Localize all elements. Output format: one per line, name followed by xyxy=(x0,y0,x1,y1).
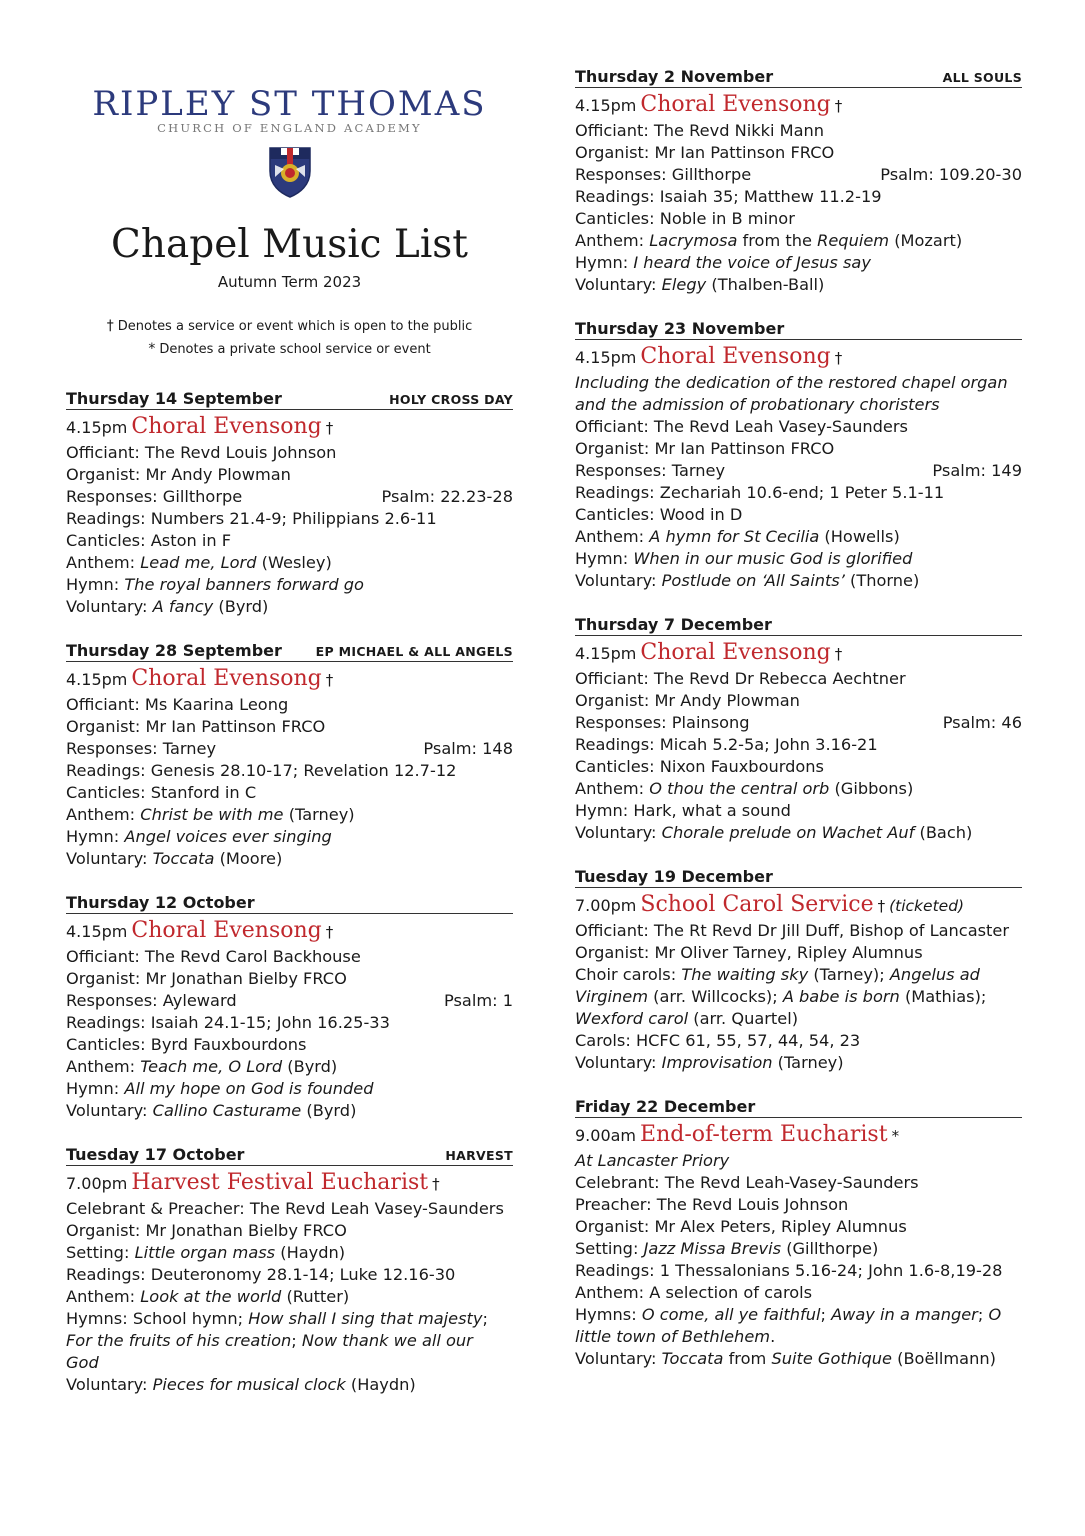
hymns-cont: For the fruits of his creation; Now thank we all our xyxy=(66,1331,473,1350)
event-header xyxy=(575,319,1022,340)
school-subtitle: CHURCH OF ENGLAND ACADEMY xyxy=(157,121,422,135)
canticles: Canticles: Wood in D xyxy=(575,505,743,524)
event-holy-cross-day xyxy=(66,389,513,618)
voluntary: Voluntary: Chorale prelude on Wachet Auf (Bach) xyxy=(575,823,973,842)
service-title-line xyxy=(66,1169,513,1198)
event-date: Thursday 28 September xyxy=(66,641,282,660)
event-tag: ALL SOULS xyxy=(942,70,1022,85)
choir-carols-cont: Wexford carol (arr. Quartel) xyxy=(575,1009,799,1028)
responses-psalm: Responses: Tarney Psalm: 149 xyxy=(575,461,1022,480)
dagger-icon: † xyxy=(877,897,886,915)
event-tag: HARVEST xyxy=(445,1148,513,1163)
voluntary: Voluntary: Elegy (Thalben-Ball) xyxy=(575,275,825,294)
event-header xyxy=(66,389,513,410)
organist: Organist: Mr Alex Peters, Ripley Alumnus xyxy=(575,1217,907,1236)
event-carol-service xyxy=(575,867,1022,1074)
anthem: Anthem: Lead me, Lord (Wesley) xyxy=(66,553,332,572)
organist: Organist: Mr Jonathan Bielby FRCO xyxy=(66,969,347,988)
dagger-icon: † xyxy=(834,97,843,115)
service-time: 4.15pm xyxy=(575,348,637,367)
event-date: Tuesday 19 December xyxy=(575,867,773,886)
readings: Readings: Zechariah 10.6-end; 1 Peter 5.1-11 xyxy=(575,483,945,502)
service-name: Choral Evensong xyxy=(640,640,831,665)
service-name: Harvest Festival Eucharist xyxy=(131,1170,429,1195)
dagger-icon: † xyxy=(325,671,334,689)
service-title-line xyxy=(575,343,1022,372)
canticles: Canticles: Nixon Fauxbourdons xyxy=(575,757,824,776)
event-date: Thursday 23 November xyxy=(575,319,785,338)
ticketed-note: (ticketed) xyxy=(889,897,965,915)
service-time: 4.15pm xyxy=(66,418,128,437)
setting: Setting: Little organ mass (Haydn) xyxy=(66,1243,346,1262)
event-date: Tuesday 17 October xyxy=(66,1145,245,1164)
organist: Organist: Mr Ian Pattinson FRCO xyxy=(575,143,835,162)
responses-psalm: Responses: Gillthorpe Psalm: 22.23-28 xyxy=(66,487,513,506)
service-name: Choral Evensong xyxy=(640,344,831,369)
organist: Organist: Mr Ian Pattinson FRCO xyxy=(575,439,835,458)
service-time: 9.00am xyxy=(575,1126,637,1145)
event-header xyxy=(575,867,1022,888)
anthem: Anthem: A hymn for St Cecilia (Howells) xyxy=(575,527,900,546)
dagger-icon: † xyxy=(325,419,334,437)
readings: Readings: Isaiah 35; Matthew 11.2-19 xyxy=(575,187,882,206)
page-subtitle: Autumn Term 2023 xyxy=(217,273,362,291)
officiant: Officiant: The Revd Louis Johnson xyxy=(66,443,337,462)
hymn: Hymn: When in our music God is glorified xyxy=(575,549,913,568)
hymns-cont: little town of Bethlehem. xyxy=(575,1327,776,1346)
service-name: Choral Evensong xyxy=(131,414,322,439)
dagger-icon: † xyxy=(106,318,114,334)
officiant: Officiant: The Revd Dr Rebecca Aechtner xyxy=(575,669,906,688)
asterisk-icon: * xyxy=(891,1127,900,1145)
service-name: Choral Evensong xyxy=(640,92,831,117)
event-harvest xyxy=(66,1145,513,1396)
celebrant: Celebrant & Preacher: The Revd Leah Vasey-Saunders xyxy=(66,1199,504,1218)
organist: Organist: Mr Andy Plowman xyxy=(66,465,291,484)
hymn: Hymn: All my hope on God is founded xyxy=(66,1079,374,1098)
event-header xyxy=(66,641,513,662)
service-title-line xyxy=(66,413,513,442)
hymns: Hymns: School hymn; How shall I sing that majesty; xyxy=(66,1309,488,1328)
event-header xyxy=(66,893,513,914)
hymns: Hymns: O come, all ye faithful; Away in a manger; O xyxy=(575,1305,1002,1324)
setting: Setting: Jazz Missa Brevis (Gillthorpe) xyxy=(575,1239,879,1258)
service-title-line xyxy=(575,91,1022,120)
readings: Readings: 1 Thessalonians 5.16-24; John 1.6-8,19-28 xyxy=(575,1261,1003,1280)
psalm: Psalm: 149 xyxy=(932,461,1022,480)
readings: Readings: Genesis 28.10-17; Revelation 12.7-12 xyxy=(66,761,457,780)
service-title-line xyxy=(575,891,1022,920)
venue-note: At Lancaster Priory xyxy=(575,1151,730,1170)
event-7-december xyxy=(575,615,1022,844)
celebrant: Celebrant: The Revd Leah-Vasey-Saunders xyxy=(575,1173,919,1192)
choir-carols-cont: Virginem (arr. Willcocks); A babe is born (Mathias); xyxy=(575,987,987,1006)
anthem: Anthem: Look at the world (Rutter) xyxy=(66,1287,350,1306)
event-12-october xyxy=(66,893,513,1122)
organist: Organist: Mr Andy Plowman xyxy=(575,691,800,710)
hymn: Hymn: The royal banners forward go xyxy=(66,575,364,594)
event-date: Thursday 7 December xyxy=(575,615,772,634)
service-time: 7.00pm xyxy=(575,896,637,915)
event-date: Thursday 12 October xyxy=(66,893,255,912)
event-header xyxy=(66,1145,513,1166)
voluntary: Voluntary: Postlude on ‘All Saints’ (Thorne) xyxy=(575,571,920,590)
hymn: Hymn: Hark, what a sound xyxy=(575,801,791,820)
event-date: Thursday 14 September xyxy=(66,389,282,408)
service-name: Choral Evensong xyxy=(131,666,322,691)
voluntary: Voluntary: Callino Casturame (Byrd) xyxy=(66,1101,357,1120)
page-title: Chapel Music List xyxy=(111,222,468,267)
service-name: School Carol Service xyxy=(640,892,874,917)
voluntary: Voluntary: Pieces for musical clock (Haydn) xyxy=(66,1375,416,1394)
event-date: Thursday 2 November xyxy=(575,67,774,86)
service-title-line xyxy=(66,665,513,694)
voluntary: Voluntary: Toccata (Moore) xyxy=(66,849,283,868)
service-name: End-of-term Eucharist xyxy=(640,1122,888,1147)
psalm: Psalm: 46 xyxy=(942,713,1022,732)
preacher: Preacher: The Revd Louis Johnson xyxy=(575,1195,849,1214)
hymn: Hymn: I heard the voice of Jesus say xyxy=(575,253,871,272)
service-note: and the admission of probationary choristers xyxy=(575,395,940,414)
responses-psalm: Responses: Ayleward Psalm: 1 xyxy=(66,991,513,1010)
officiant: Officiant: The Revd Leah Vasey-Saunders xyxy=(575,417,908,436)
service-note: Including the dedication of the restored chapel organ xyxy=(575,373,1008,392)
dagger-icon: † xyxy=(834,349,843,367)
officiant: Officiant: Ms Kaarina Leong xyxy=(66,695,289,714)
choir-carols: Choir carols: The waiting sky (Tarney); Angelus ad xyxy=(575,965,980,984)
voluntary: Voluntary: Toccata from Suite Gothique (Boëllmann) xyxy=(575,1349,996,1368)
hymn: Hymn: Angel voices ever singing xyxy=(66,827,332,846)
psalm: Psalm: 148 xyxy=(423,739,513,758)
service-time: 4.15pm xyxy=(66,922,128,941)
event-tag: EP MICHAEL & ALL ANGELS xyxy=(315,644,513,659)
event-all-souls xyxy=(575,67,1022,296)
service-time: 7.00pm xyxy=(66,1174,128,1193)
psalm: Psalm: 22.23-28 xyxy=(381,487,513,506)
readings: Readings: Numbers 21.4-9; Philippians 2.6-11 xyxy=(66,509,437,528)
voluntary: Voluntary: Improvisation (Tarney) xyxy=(575,1053,844,1072)
service-time: 4.15pm xyxy=(575,644,637,663)
asterisk-icon: * xyxy=(148,341,156,357)
organist: Organist: Mr Ian Pattinson FRCO xyxy=(66,717,326,736)
service-time: 4.15pm xyxy=(66,670,128,689)
legend xyxy=(66,315,513,361)
dagger-icon: † xyxy=(325,923,334,941)
canticles: Canticles: Noble in B minor xyxy=(575,209,795,228)
organist: Organist: Mr Oliver Tarney, Ripley Alumnus xyxy=(575,943,923,962)
hymns-cont: God xyxy=(66,1353,99,1372)
readings: Readings: Isaiah 24.1-15; John 16.25-33 xyxy=(66,1013,390,1032)
service-name: Choral Evensong xyxy=(131,918,322,943)
readings: Readings: Deuteronomy 28.1-14; Luke 12.16-30 xyxy=(66,1265,456,1284)
carols: Carols: HCFC 61, 55, 57, 44, 54, 23 xyxy=(575,1031,861,1050)
psalm: Psalm: 109.20-30 xyxy=(880,165,1022,184)
event-date: Friday 22 December xyxy=(575,1097,756,1116)
psalm: Psalm: 1 xyxy=(444,991,513,1010)
voluntary: Voluntary: A fancy (Byrd) xyxy=(66,597,269,616)
anthem: Anthem: Teach me, O Lord (Byrd) xyxy=(66,1057,338,1076)
event-michael-all-angels xyxy=(66,641,513,870)
officiant: Officiant: The Revd Carol Backhouse xyxy=(66,947,361,966)
canticles: Canticles: Stanford in C xyxy=(66,783,257,802)
crest-icon xyxy=(267,145,313,199)
event-tag: HOLY CROSS DAY xyxy=(389,392,513,407)
service-time: 4.15pm xyxy=(575,96,637,115)
officiant: Officiant: The Revd Nikki Mann xyxy=(575,121,825,140)
service-title-line xyxy=(575,1121,1022,1150)
responses-psalm: Responses: Tarney Psalm: 148 xyxy=(66,739,513,758)
anthem: Anthem: Lacrymosa from the Requiem (Mozart) xyxy=(575,231,963,250)
event-23-november xyxy=(575,319,1022,592)
service-title-line xyxy=(575,639,1022,668)
anthem: Anthem: O thou the central orb (Gibbons) xyxy=(575,779,914,798)
readings: Readings: Micah 5.2-5a; John 3.16-21 xyxy=(575,735,878,754)
responses-psalm: Responses: Plainsong Psalm: 46 xyxy=(575,713,1022,732)
canticles: Canticles: Byrd Fauxbourdons xyxy=(66,1035,307,1054)
officiant: Officiant: The Rt Revd Dr Jill Duff, Bishop of Lancaster xyxy=(575,921,1010,940)
legend-item-public: † Denotes a service or event which is open to the public xyxy=(106,318,473,334)
service-title-line xyxy=(66,917,513,946)
canticles: Canticles: Aston in F xyxy=(66,531,232,550)
masthead xyxy=(66,84,513,361)
dagger-icon: † xyxy=(432,1175,440,1193)
event-header xyxy=(575,67,1022,88)
event-header xyxy=(575,1097,1022,1118)
event-end-of-term-eucharist xyxy=(575,1097,1022,1370)
event-header xyxy=(575,615,1022,636)
school-name: RIPLEY ST THOMAS xyxy=(92,84,487,124)
organist: Organist: Mr Jonathan Bielby FRCO xyxy=(66,1221,347,1240)
responses-psalm: Responses: Gillthorpe Psalm: 109.20-30 xyxy=(575,165,1022,184)
anthem: Anthem: A selection of carols xyxy=(575,1283,813,1302)
legend-item-private: * Denotes a private school service or event xyxy=(148,341,431,357)
dagger-icon: † xyxy=(834,645,843,663)
anthem: Anthem: Christ be with me (Tarney) xyxy=(66,805,355,824)
